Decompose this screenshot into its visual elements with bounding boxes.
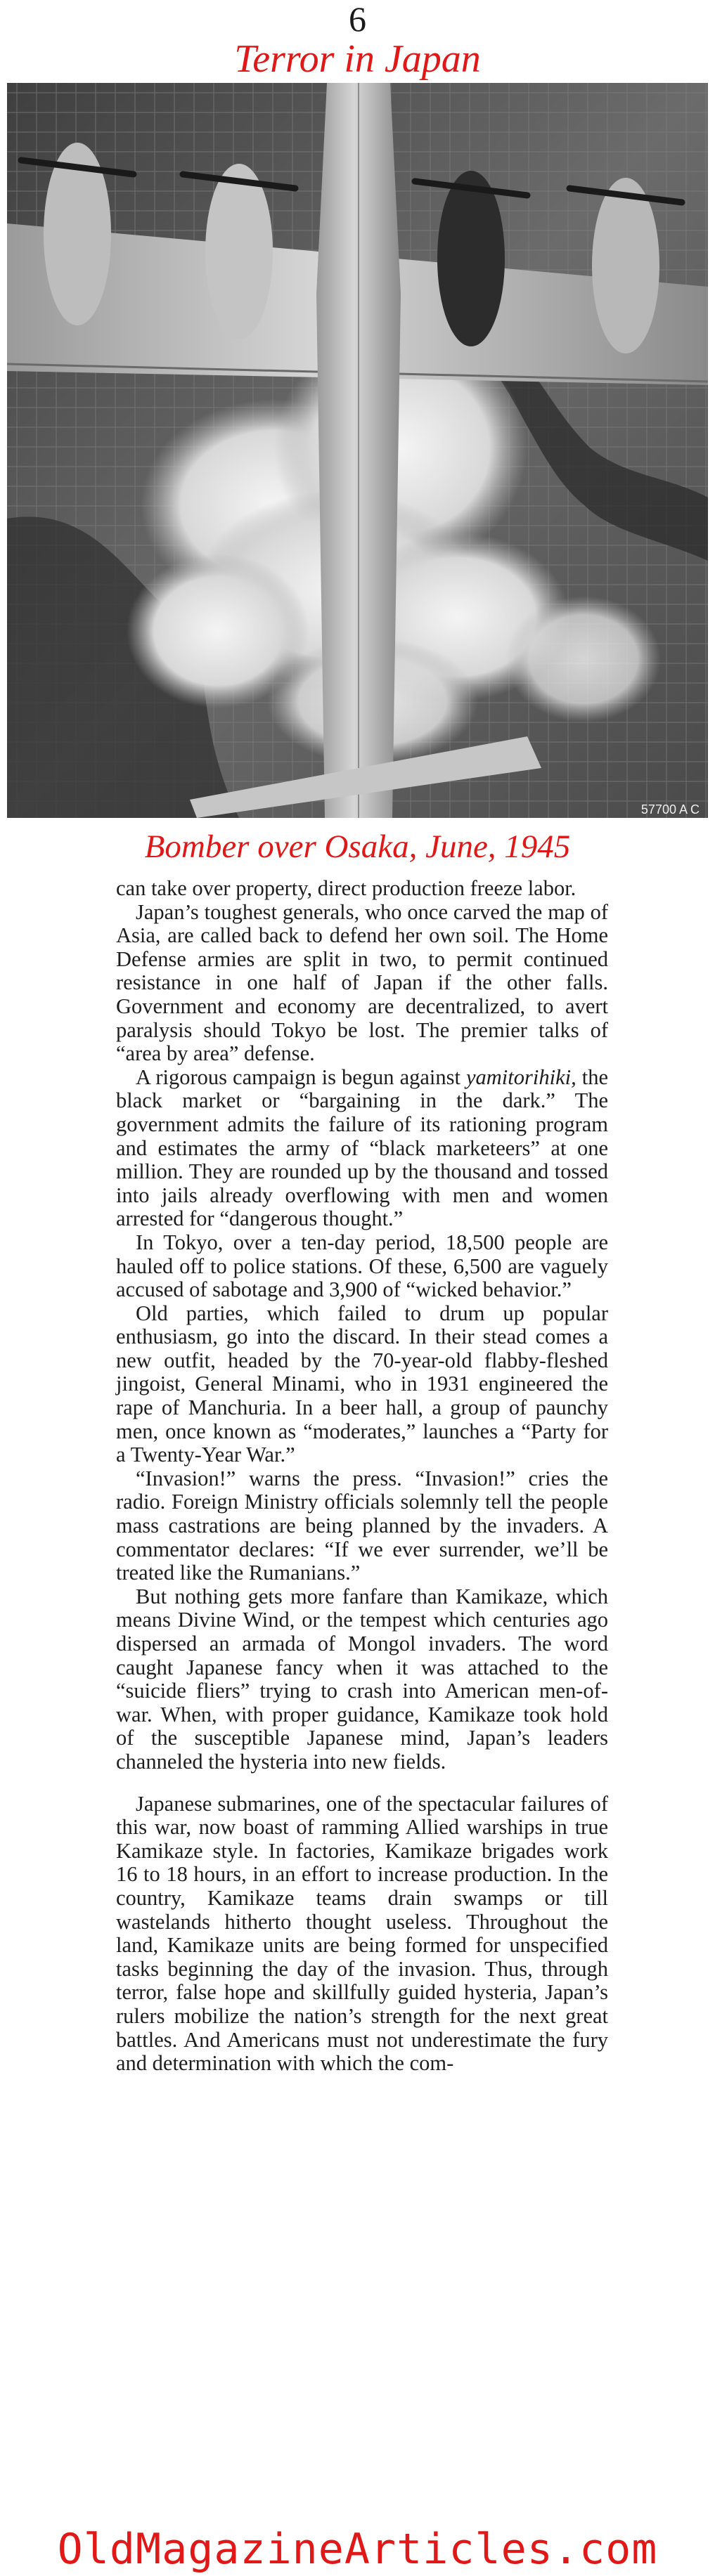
article-paragraph [116, 1066, 608, 1231]
italic-term: yamitorihiki, [465, 1065, 576, 1089]
page-number: 6 [349, 0, 366, 39]
article-paragraph: Japanese submarines, one of the spectacular failures of this war, now boast of ramming Allied warships in true Kamikaze style. In factories, Kamikaze brigades work 16 to 18 hours, in an effort to increase production. In the country, Kamikaze teams drain swamps or till wastelands hitherto thought useless. Throughout the land, Kamikaze units are being formed for unspecified tasks beginning the day of the invasion. Thus, through terror, false hope and skillfully guided hysteria, Japan’s rulers mobilize the nation’s strength for the next great battles. And Americans must not underestimate the fury and determination with which the com- [116, 1791, 608, 2076]
article-paragraph: Japan’s toughest generals, who once carved the map of Asia, are called back to defend her own soil. The Home Defense armies are split in two, to permit continued resistance in one half of Japan if the other falls. Government and economy are decentralized, to avert paralysis should Tokyo be lost. The premier talks of “area by area” defense. [116, 899, 608, 1066]
article-paragraph: In Tokyo, over a ten-day period, 18,500 people are hauled off to police stations. Of these, 6,500 are vaguely accused of sabotage and 3,900 of “wicked behavior.” [116, 1230, 608, 1302]
article-body [116, 877, 608, 2076]
photo-caption: Bomber over Osaka, June, 1945 [144, 828, 571, 865]
article-paragraph: Old parties, which failed to drum up popular enthusiasm, go into the discard. In their stead comes a new outfit, headed by the 70-year-old flabby-fleshed jingoist, General Minami, who in 1931 engineered the rape of Manchuria. In a beer hall, a group of paunchy men, once known as “moderates,” launches a “Party for a Twenty-Year War.” [116, 1301, 608, 1467]
article-paragraph: “Invasion!” warns the press. “Invasion!” cries the radio. Foreign Ministry officials solemnly tell the people mass castrations are being planned by the invaders. A commentator declares: “If we ever surrender, we’ll be treated like the Rumanians.” [116, 1466, 608, 1585]
page-title: Terror in Japan [234, 37, 481, 81]
paragraph-rest: the black market or “bargaining in the dark.” The government admits the failure of its rationing program and estimates the army of “black marketeers” at one million. They are rounded up by the thousand and tossed into jails already overflowing with men and women arrested for “dangerous thought.” [116, 1065, 608, 1231]
site-footer[interactable]: OldMagazineArticles.com [57, 2525, 658, 2574]
article-paragraph: But nothing gets more fanfare than Kamikaze, which means Divine Wind, or the tempest which centuries ago dispersed an armada of Mongol invaders. The word caught Japanese fancy when it was attached to the “suicide fliers” trying to crash into American men-of-war. When, with proper guidance, Kamikaze took hold of the susceptible Japanese mind, Japan’s leaders channeled the hysteria into new fields. [116, 1584, 608, 1774]
photo-code: 57700 A C [640, 802, 700, 817]
article-paragraph: can take over property, direct production freeze labor. [116, 876, 576, 900]
paragraph-lead: A rigorous campaign is begun against [136, 1065, 466, 1089]
bomber-photo [7, 83, 708, 818]
